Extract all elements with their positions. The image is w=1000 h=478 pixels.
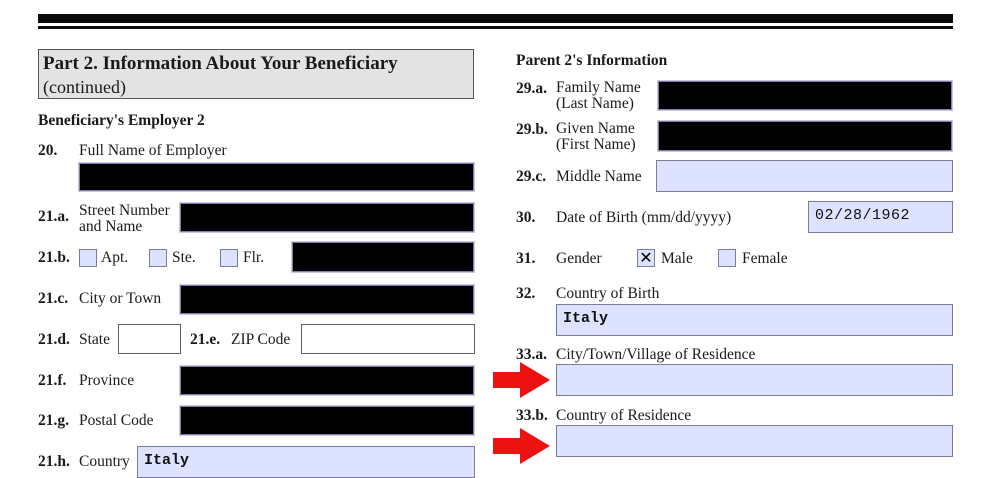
item-number-21e: 21.e. — [190, 331, 221, 348]
province-field[interactable] — [180, 366, 474, 395]
male-label: Male — [661, 250, 693, 267]
province-label: Province — [79, 372, 135, 389]
apt-checkbox[interactable] — [79, 249, 97, 267]
item-number-20: 20. — [38, 142, 58, 159]
street-label-line1: Street Number — [79, 202, 170, 219]
item-number-29a: 29.a. — [516, 80, 547, 97]
given-name-label-line2: (First Name) — [556, 136, 636, 153]
item-number-33b: 33.b. — [516, 407, 548, 424]
postal-code-label: Postal Code — [79, 412, 154, 429]
top-rule-thick — [38, 14, 953, 23]
dob-value: 02/28/1962 — [815, 207, 911, 224]
item-number-21b: 21.b. — [38, 249, 70, 266]
residence-country-label: Country of Residence — [556, 407, 692, 424]
gender-label: Gender — [556, 250, 602, 267]
item-number-33a: 33.a. — [516, 346, 547, 363]
country-of-birth-value: Italy — [563, 310, 609, 327]
residence-city-field[interactable] — [556, 364, 953, 396]
dob-label: Date of Birth (mm/dd/yyyy) — [556, 209, 732, 226]
family-name-field[interactable] — [658, 81, 952, 110]
employer-country-value: Italy — [144, 452, 190, 469]
male-checkbox[interactable]: ✕ — [637, 249, 655, 267]
middle-name-label: Middle Name — [556, 168, 642, 185]
employer-name-label: Full Name of Employer — [79, 142, 227, 159]
employer-country-label: Country — [79, 453, 130, 470]
item-number-30: 30. — [516, 209, 536, 226]
item-number-21c: 21.c. — [38, 290, 69, 307]
family-name-label-line2: (Last Name) — [556, 95, 634, 112]
family-name-label — [556, 80, 641, 112]
employer-country-field[interactable] — [137, 446, 475, 478]
item-number-29b: 29.b. — [516, 121, 548, 138]
part-subtitle: (continued) — [43, 77, 126, 97]
item-number-21h: 21.h. — [38, 453, 70, 470]
employer-section-title: Beneficiary's Employer 2 — [38, 112, 205, 129]
parent2-section-title: Parent 2's Information — [516, 52, 668, 69]
given-name-label — [556, 121, 636, 153]
item-number-21g: 21.g. — [38, 412, 69, 429]
residence-city-label: City/Town/Village of Residence — [556, 346, 756, 363]
zip-label: ZIP Code — [231, 331, 291, 348]
part-title: Part 2. Information About Your Beneficiary — [43, 53, 398, 74]
item-number-32: 32. — [516, 285, 536, 302]
flr-label: Flr. — [243, 249, 265, 266]
postal-code-field[interactable] — [180, 406, 474, 435]
dob-field[interactable] — [808, 201, 953, 233]
right-arrow-icon — [490, 360, 556, 400]
ste-checkbox[interactable] — [149, 249, 167, 267]
ste-label: Ste. — [172, 249, 196, 266]
top-rule-thin — [38, 26, 953, 29]
street-field[interactable] — [180, 203, 474, 232]
residence-country-field[interactable] — [556, 425, 953, 457]
zip-field[interactable] — [301, 324, 475, 354]
state-label: State — [79, 331, 110, 348]
item-number-21d: 21.d. — [38, 331, 70, 348]
given-name-field[interactable] — [658, 121, 952, 151]
right-arrow-icon — [490, 426, 556, 466]
part-header — [38, 49, 474, 99]
state-field[interactable] — [118, 324, 181, 354]
city-field[interactable] — [180, 285, 474, 314]
item-number-29c: 29.c. — [516, 168, 547, 185]
flr-checkbox[interactable] — [220, 249, 238, 267]
country-of-birth-field[interactable] — [556, 304, 953, 336]
given-name-label-line1: Given Name — [556, 120, 635, 137]
item-number-21f: 21.f. — [38, 372, 67, 389]
female-checkbox[interactable] — [718, 249, 736, 267]
street-label — [79, 203, 170, 235]
female-label: Female — [742, 250, 788, 267]
item-number-31: 31. — [516, 250, 536, 267]
family-name-label-line1: Family Name — [556, 79, 641, 96]
apt-label: Apt. — [101, 249, 129, 266]
country-of-birth-label: Country of Birth — [556, 285, 660, 302]
street-label-line2: and Name — [79, 218, 143, 235]
unit-number-field[interactable] — [292, 242, 474, 272]
middle-name-field[interactable] — [656, 160, 953, 192]
item-number-21a: 21.a. — [38, 208, 69, 225]
city-label: City or Town — [79, 290, 162, 307]
employer-name-field[interactable] — [79, 163, 474, 191]
